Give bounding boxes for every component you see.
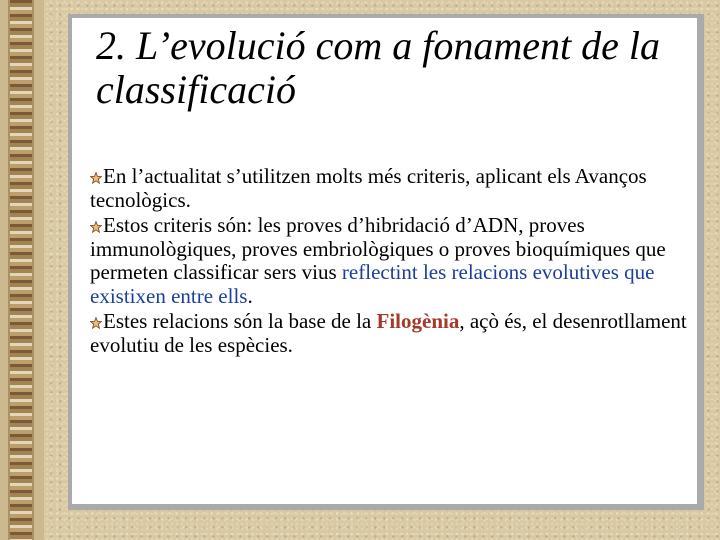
paragraph-2-end: . bbox=[247, 283, 253, 308]
paragraph-2-text: Estos criteris són: les proves d’hibridació d’ADN, proves immunològiques, proves embriològiques o proves bioquímiques que permeten classificar sers vius bbox=[90, 213, 666, 284]
slide-title: 2. L’evolució com a fonament de la classificació bbox=[96, 23, 660, 112]
decorative-side-strip bbox=[0, 0, 44, 540]
paragraph-3-text: Estes relacions són la base de la bbox=[103, 309, 377, 333]
star-bullet-icon bbox=[90, 221, 102, 233]
bullet-paragraph-2 bbox=[90, 214, 690, 308]
star-bullet-icon bbox=[90, 172, 102, 184]
bullet-paragraph-1 bbox=[90, 165, 690, 212]
paragraph-1-text: En l’actualitat s’utilitzen molts més criteris, aplicant els Avanços tecnològics. bbox=[90, 164, 647, 212]
bullet-paragraph-3 bbox=[90, 310, 690, 357]
filogenia-term: Filogènia bbox=[376, 309, 460, 333]
slide-content bbox=[72, 18, 697, 504]
decorative-beads bbox=[10, 0, 32, 540]
star-bullet-icon bbox=[90, 317, 102, 329]
paragraph-3-end: , açò és, el desenrotllament evolutiu de les espècies. bbox=[90, 309, 687, 357]
slide-body bbox=[90, 165, 690, 359]
paragraph-2-highlight: reflectint les relacions evolutives que existixen entre ells bbox=[90, 260, 655, 308]
